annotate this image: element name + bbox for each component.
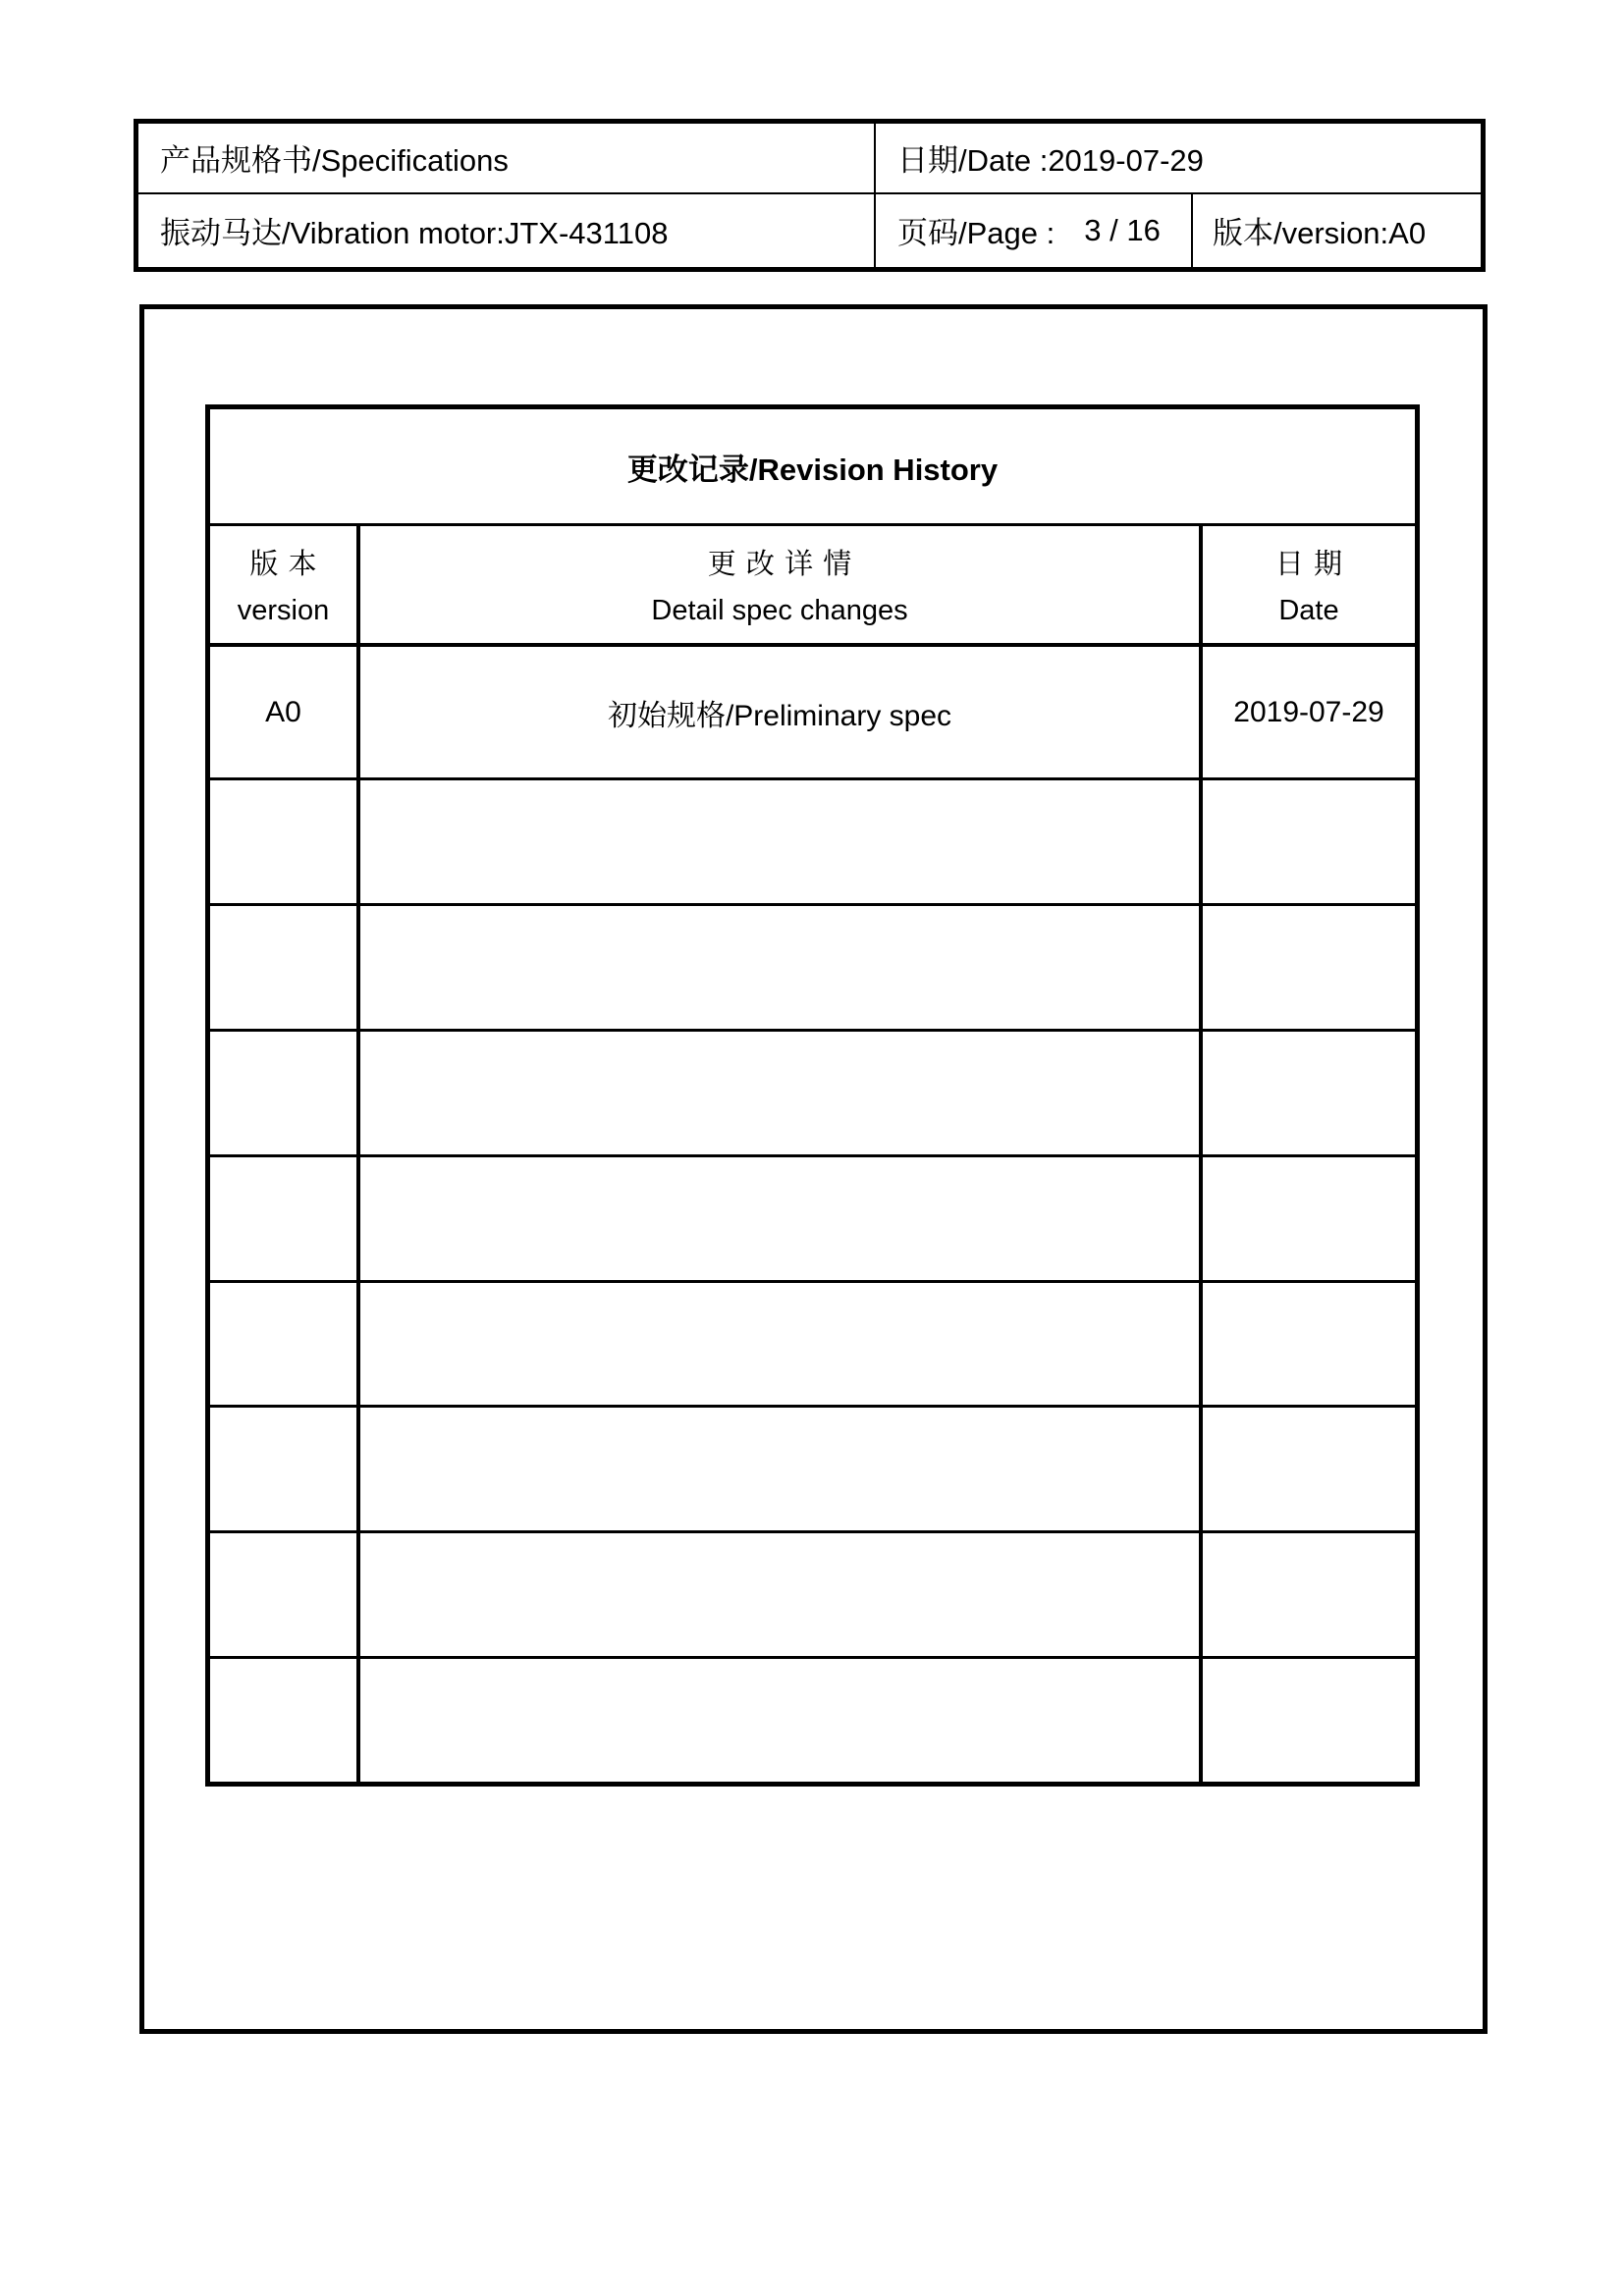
header-row-2	[138, 194, 1481, 267]
revision-table-row	[210, 906, 1415, 1032]
revision-table-row	[210, 1283, 1415, 1409]
header-cell-detail	[360, 526, 1203, 643]
row-cell-date	[1203, 906, 1415, 1029]
date-text: 日期/Date :2019-07-29	[897, 143, 1204, 179]
header-date-zh: 日期	[1274, 549, 1353, 580]
header-version-zh: 版本	[249, 549, 327, 580]
row-cell-version: A0	[210, 647, 360, 777]
header-detail-en: Detail spec changes	[651, 595, 908, 626]
row-cell-date	[1203, 1659, 1415, 1782]
row-cell-date	[1203, 1032, 1415, 1154]
row-cell-detail	[360, 780, 1203, 903]
row-cell-version	[210, 1659, 360, 1782]
row-cell-detail	[360, 1157, 1203, 1280]
revision-table-row	[210, 1032, 1415, 1157]
row-cell-date	[1203, 1157, 1415, 1280]
revision-table-row	[210, 1533, 1415, 1659]
row-cell-detail	[360, 1408, 1203, 1530]
row-cell-detail	[360, 1032, 1203, 1154]
row-cell-detail	[360, 1533, 1203, 1656]
spec-title-cell	[138, 124, 876, 192]
version-text: 版本/version:A0	[1213, 216, 1427, 251]
version-cell	[1193, 194, 1481, 267]
row-cell-version	[210, 1533, 360, 1656]
row-cell-detail	[360, 1659, 1203, 1782]
revision-table-row	[210, 780, 1415, 906]
date-cell	[876, 124, 1481, 192]
header-date-en: Date	[1278, 595, 1339, 626]
row-cell-version	[210, 780, 360, 903]
row-cell-date	[1203, 1408, 1415, 1530]
row-cell-detail: 初始规格/Preliminary spec	[360, 647, 1203, 777]
page-border-frame	[139, 304, 1488, 2034]
revision-table-body	[210, 647, 1415, 1782]
row-cell-version	[210, 1032, 360, 1154]
row-cell-version	[210, 1157, 360, 1280]
spec-title-text: 产品规格书/Specifications	[160, 143, 509, 179]
row-cell-detail	[360, 1283, 1203, 1406]
header-detail-zh: 更改详情	[707, 549, 862, 580]
header-cell-version	[210, 526, 360, 643]
page-number-cell	[876, 194, 1193, 267]
row-cell-date	[1203, 1533, 1415, 1656]
header-row-1	[138, 124, 1481, 194]
product-text: 振动马达/Vibration motor:JTX-431108	[160, 216, 669, 251]
document-header-table	[134, 119, 1486, 272]
row-cell-date	[1203, 780, 1415, 903]
header-cell-date	[1203, 526, 1415, 643]
revision-table-row	[210, 647, 1415, 780]
row-cell-date: 2019-07-29	[1233, 695, 1384, 728]
revision-table-header-row	[210, 526, 1415, 647]
row-cell-detail	[360, 906, 1203, 1029]
product-cell	[138, 194, 876, 267]
row-cell-date	[1203, 1283, 1415, 1406]
page-value: 3 / 16	[1084, 212, 1161, 247]
page-label: 页码/Page :	[897, 216, 1056, 251]
row-cell-version	[210, 1408, 360, 1530]
row-cell-version	[210, 906, 360, 1029]
revision-history-title: 更改记录/Revision History	[210, 409, 1415, 526]
revision-table-row	[210, 1408, 1415, 1533]
revision-table-row	[210, 1659, 1415, 1782]
row-cell-version	[210, 1283, 360, 1406]
revision-history-table	[205, 404, 1420, 1787]
revision-table-row	[210, 1157, 1415, 1283]
header-version-en: version	[237, 595, 330, 626]
